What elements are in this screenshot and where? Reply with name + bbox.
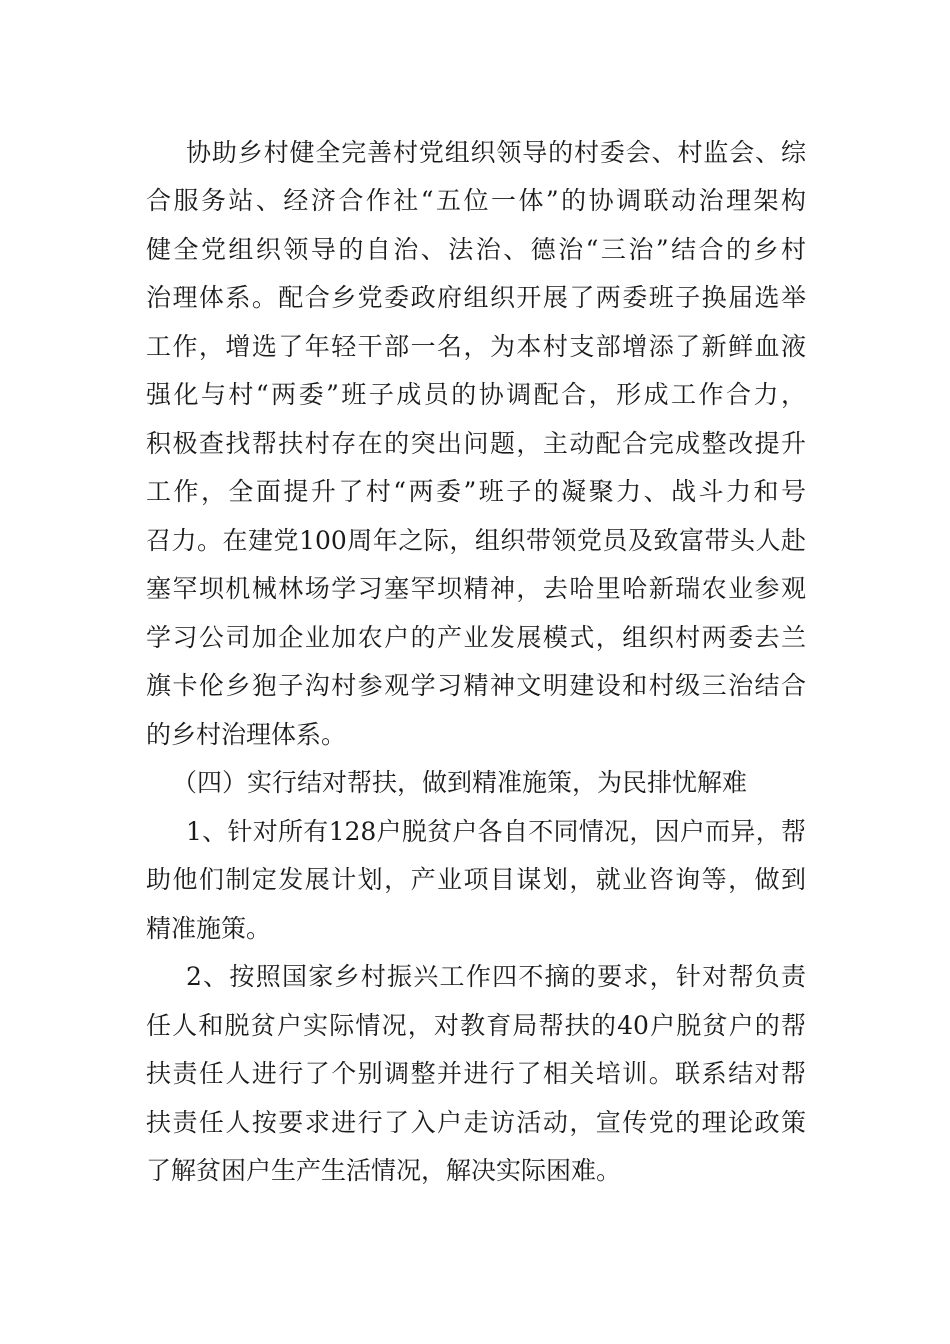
paragraph-2-line-1: 1、针对所有128户脱贫户各自不同情况，因户而异，帮 — [186, 817, 806, 846]
paragraph-1-line-1: 协助乡村健全完善村党组织领导的村委会、村监会、综 — [186, 138, 806, 167]
paragraph-1-line-13: 的乡村治理体系。 — [146, 720, 347, 749]
paragraph-1-line-6: 强化与村“两委”班子成员的协调配合，形成工作合力， — [146, 380, 806, 409]
paragraph-1-line-10: 塞罕坝机械林场学习塞罕坝精神，去哈里哈新瑞农业参观 — [146, 574, 806, 603]
paragraph-1-line-8: 工作，全面提升了村“两委”班子的凝聚力、战斗力和号 — [146, 477, 806, 506]
paragraph-1-line-3: 健全党组织领导的自治、法治、德治“三治”结合的乡村 — [146, 235, 806, 264]
paragraph-3-line-2: 任人和脱贫户实际情况，对教育局帮扶的40户脱贫户的帮 — [146, 1011, 806, 1040]
paragraph-2-line-3: 精准施策。 — [146, 914, 272, 943]
paragraph-3-line-5: 了解贫困户生产生活情况，解决实际困难。 — [146, 1156, 622, 1185]
paragraph-1-line-4: 治理体系。配合乡党委政府组织开展了两委班子换届选举 — [146, 283, 806, 312]
paragraph-1-line-9: 召力。在建党100周年之际，组织带领党员及致富带头人赴 — [146, 526, 806, 555]
paragraph-1-line-12: 旗卡伦乡狍子沟村参观学习精神文明建设和村级三治结合 — [146, 671, 806, 700]
paragraph-3-line-3: 扶责任人进行了个别调整并进行了相关培训。联系结对帮 — [146, 1059, 806, 1088]
section-heading: （四）实行结对帮扶，做到精准施策，为民排忧解难 — [172, 768, 748, 797]
paragraph-1-line-5: 工作，增选了年轻干部一名，为本村支部增添了新鲜血液 — [146, 332, 806, 361]
paragraph-3-line-1: 2、按照国家乡村振兴工作四不摘的要求，针对帮负责 — [186, 962, 806, 991]
paragraph-1-line-11: 学习公司加企业加农户的产业发展模式，组织村两委去兰 — [146, 623, 806, 652]
paragraph-2-line-2: 助他们制定发展计划，产业项目谋划，就业咨询等，做到 — [146, 865, 806, 894]
paragraph-1-line-2: 合服务站、经济合作社“五位一体”的协调联动治理架构 — [146, 186, 806, 215]
paragraph-3-line-4: 扶责任人按要求进行了入户走访活动，宣传党的理论政策 — [146, 1108, 806, 1137]
paragraph-1-line-7: 积极查找帮扶村存在的突出问题，主动配合完成整改提升 — [146, 429, 806, 458]
